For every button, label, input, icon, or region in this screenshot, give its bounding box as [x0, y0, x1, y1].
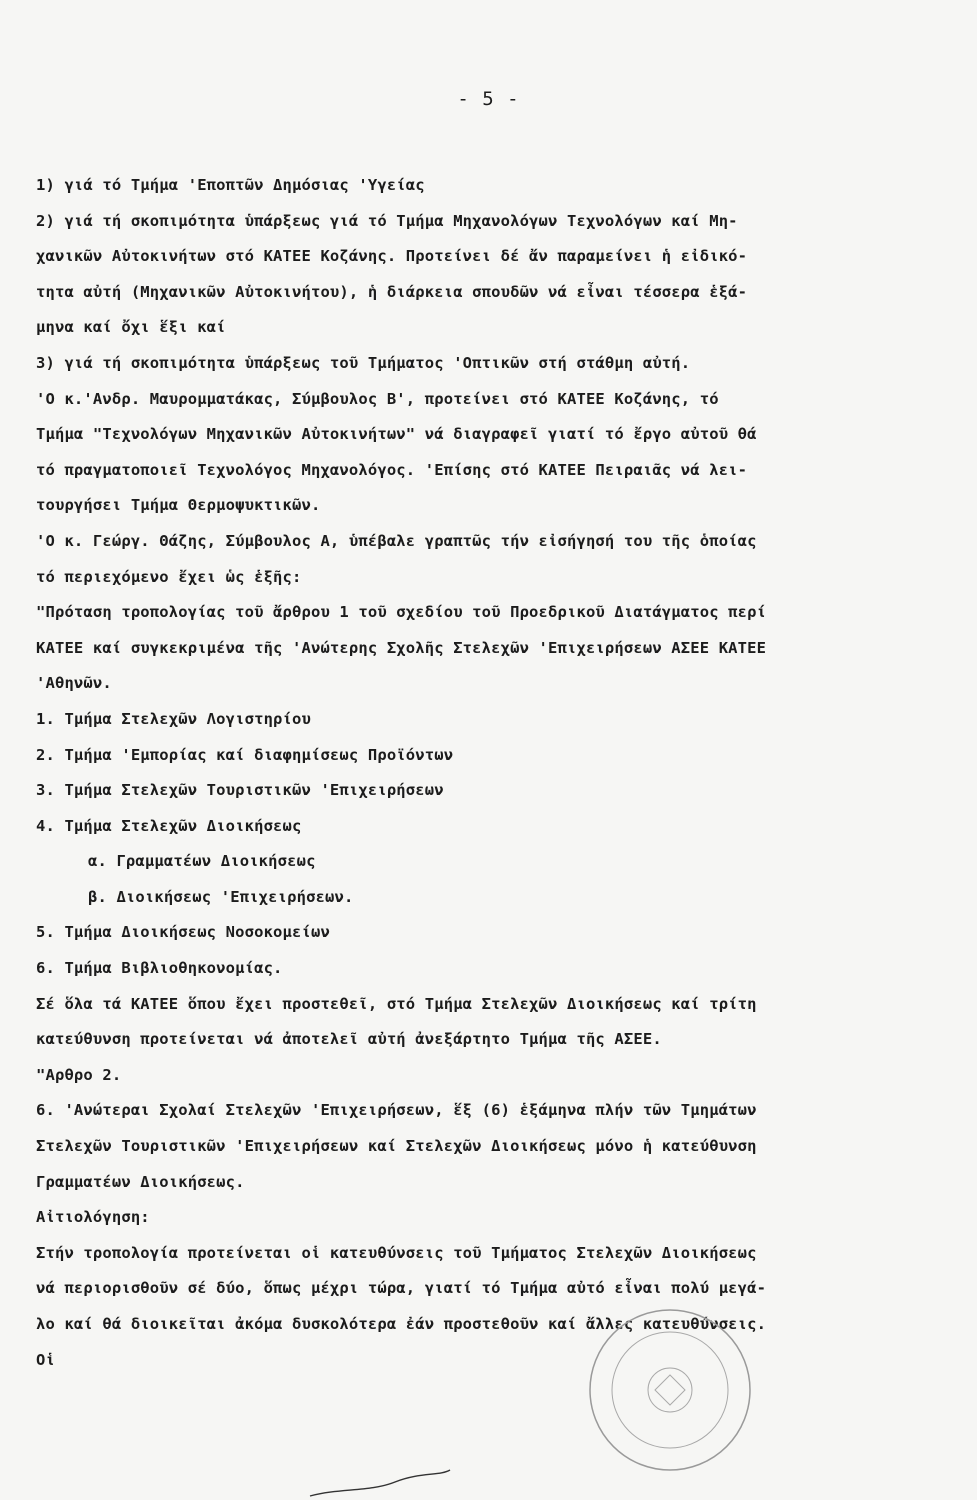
- list-item: 6. Τμήμα Βιβλιοθηκονομίας.: [36, 959, 283, 978]
- body-text: [36, 168, 936, 1378]
- text-line: 'Αθηνῶν.: [36, 674, 112, 693]
- list-item: 4. Τμήμα Στελεχῶν Διοικήσεως: [36, 816, 302, 835]
- text-line: 6. 'Ανώτεραι Σχολαί Στελεχῶν 'Επιχειρήσεων, ἕξ (6) ἑξάμηνα πλήν τῶν Τμημάτων: [36, 1101, 757, 1120]
- text-line: Τμήμα "Τεχνολόγων Μηχανικῶν Αὐτοκινήτων" νά διαγραφεῖ γιατί τό ἔργο αὐτοῦ θά: [36, 425, 757, 444]
- text-line: μηνα καί ὄχι ἕξι καί: [36, 318, 226, 337]
- text-line: 'Ο κ. Γεώργ. Θάζης, Σύμβουλος Α, ὑπέβαλε γραπτῶς τήν εἰσήγησή του τῆς ὁποίας: [36, 531, 757, 550]
- list-item: 2. Τμήμα 'Εμπορίας καί διαφημίσεως Προϊόντων: [36, 745, 454, 764]
- text-line: τουργήσει Τμήμα Θερμοψυκτικῶν.: [36, 496, 321, 515]
- page-number: - 5 -: [457, 88, 520, 110]
- text-line: τό πραγματοποιεῖ Τεχνολόγος Μηχανολόγος. 'Επίσης στό ΚΑΤΕΕ Πειραιᾶς νά λει-: [36, 460, 748, 479]
- text-line: ΚΑΤΕΕ καί συγκεκριμένα τῆς 'Ανώτερης Σχολῆς Στελεχῶν 'Επιχειρήσεων ΑΣΕΕ ΚΑΤΕΕ: [36, 638, 767, 657]
- sub-list-item: α. Γραμματέων Διοικήσεως: [88, 852, 316, 871]
- text-line: Στελεχῶν Τουριστικῶν 'Επιχειρήσεων καί Στελεχῶν Διοικήσεως μόνο ἡ κατεύθυνση: [36, 1137, 757, 1156]
- text-line: κατεύθυνση προτείνεται νά ἀποτελεῖ αὐτή ἀνεξάρτητο Τμήμα τῆς ΑΣΕΕ.: [36, 1030, 662, 1049]
- text-line: τητα αὐτή (Μηχανικῶν Αὐτοκινήτου), ἡ διάρκεια σπουδῶν νά εἶναι τέσσερα ἑξά-: [36, 282, 748, 301]
- text-line: 1) γιά τό Τμήμα 'Εποπτῶν Δημόσιας 'Υγείας: [36, 176, 425, 194]
- text-line: Γραμματέων Διοικήσεως.: [36, 1172, 245, 1191]
- text-line: "Αρθρο 2.: [36, 1065, 122, 1084]
- text-line: Στήν τροπολογία προτείνεται οἱ κατευθύνσεις τοῦ Τμήματος Στελεχῶν Διοικήσεως: [36, 1243, 757, 1262]
- text-line: 2) γιά τή σκοπιμότητα ὑπάρξεως γιά τό Τμήμα Μηχανολόγων Τεχνολόγων καί Μη-: [36, 211, 738, 230]
- text-line: 'Ο κ.'Ανδρ. Μαυρομματάκας, Σύμβουλος Β', προτείνει στό ΚΑΤΕΕ Κοζάνης, τό: [36, 389, 719, 408]
- signature-mark-icon: [300, 1468, 460, 1500]
- list-item: 5. Τμήμα Διοικήσεως Νοσοκομείων: [36, 923, 330, 942]
- text-line: Σέ ὅλα τά ΚΑΤΕΕ ὅπου ἔχει προστεθεῖ, στό Τμήμα Στελεχῶν Διοικήσεως καί τρίτη: [36, 994, 757, 1013]
- text-line: 3) γιά τή σκοπιμότητα ὑπάρξεως τοῦ Τμήματος 'Οπτικῶν στή στάθμη αὐτή.: [36, 353, 691, 372]
- text-line: Αἰτιολόγηση:: [36, 1208, 150, 1227]
- text-line: Οἱ: [36, 1350, 55, 1369]
- text-line: "Πρόταση τροπολογίας τοῦ ἄρθρου 1 τοῦ σχεδίου τοῦ Προεδρικοῦ Διατάγματος περί: [36, 603, 767, 622]
- text-line: λο καί θά διοικεῖται ἀκόμα δυσκολότερα ἐάν προστεθοῦν καί ἄλλες κατευθύνσεις.: [36, 1315, 767, 1333]
- list-item: 3. Τμήμα Στελεχῶν Τουριστικῶν 'Επιχειρήσεων: [36, 781, 444, 800]
- sub-list-item: β. Διοικήσεως 'Επιχειρήσεων.: [88, 887, 354, 906]
- text-line: νά περιορισθοῦν σέ δύο, ὅπως μέχρι τώρα, γιατί τό Τμήμα αὐτό εἶναι πολύ μεγά-: [36, 1279, 767, 1298]
- official-stamp-icon: [585, 1305, 755, 1475]
- text-line: χανικῶν Αὐτοκινήτων στό ΚΑΤΕΕ Κοζάνης. Προτείνει δέ ἄν παραμείνει ἡ εἰδικό-: [36, 247, 748, 266]
- list-item: 1. Τμήμα Στελεχῶν Λογιστηρίου: [36, 709, 311, 728]
- text-line: τό περιεχόμενο ἔχει ὡς ἑξῆς:: [36, 567, 302, 586]
